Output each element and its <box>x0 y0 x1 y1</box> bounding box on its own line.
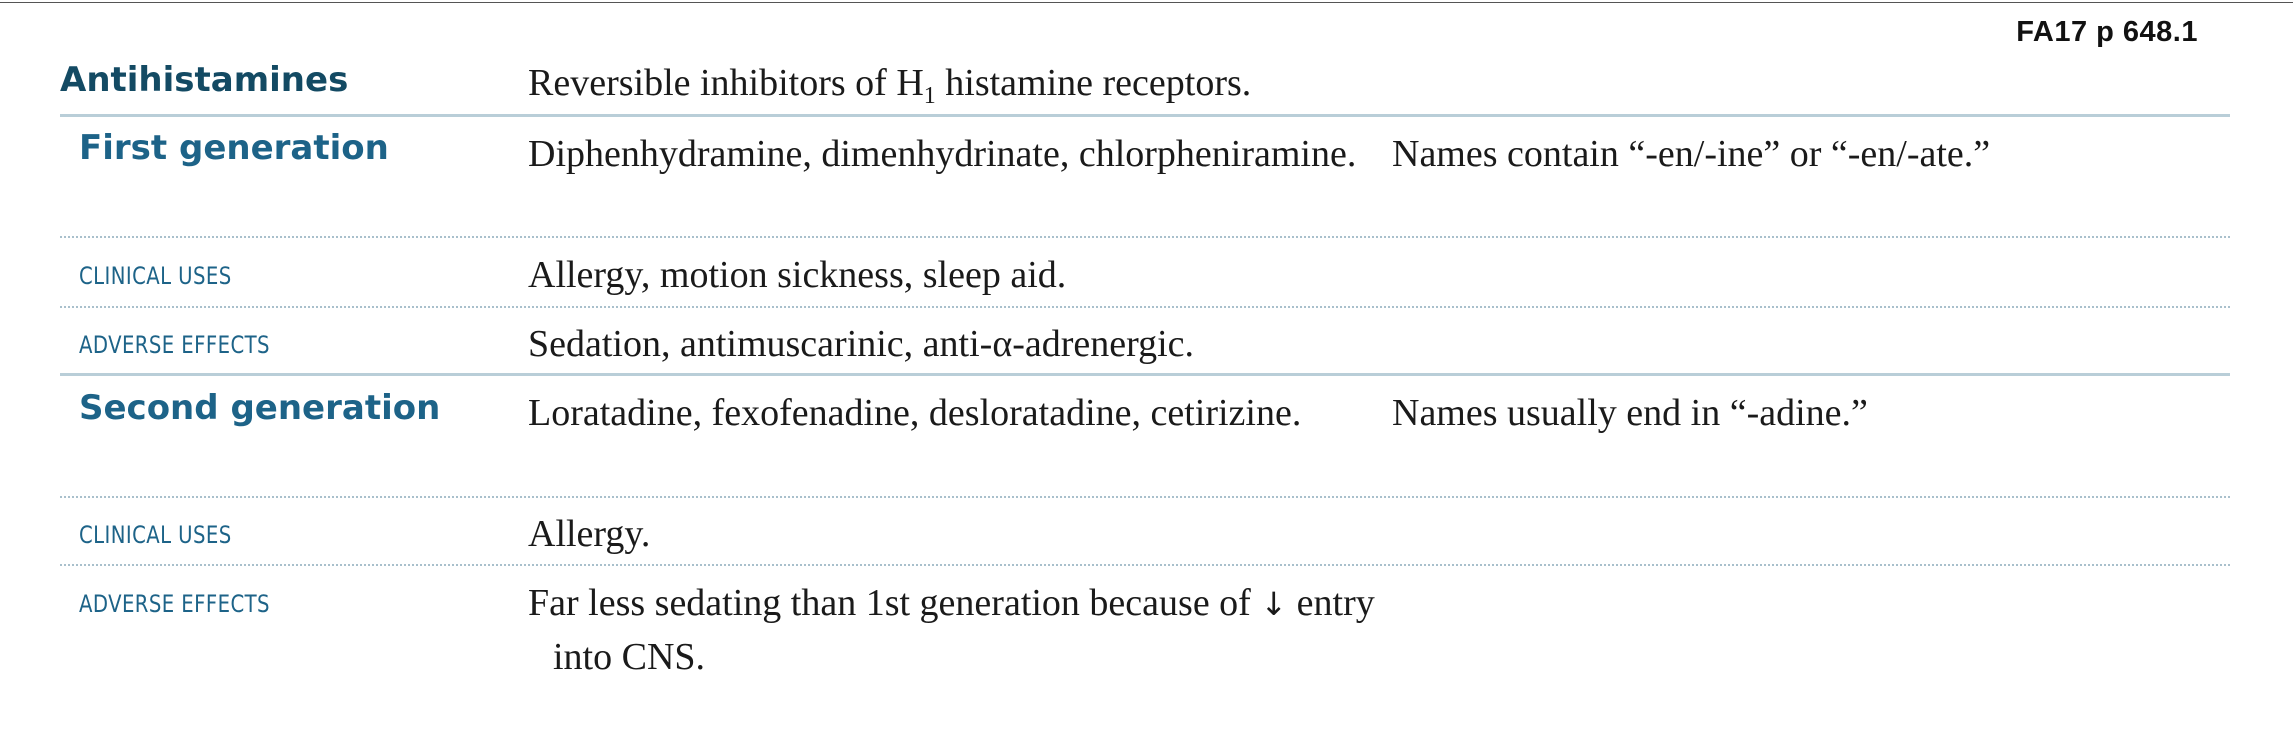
dotted-divider <box>60 236 2230 238</box>
adverse-effects-suffix: entry into CNS. <box>553 582 1375 678</box>
second-generation-drugs: Loratadine, fexofenadine, desloratadine, cetirizine. <box>528 392 1302 434</box>
page-top-rule <box>0 2 2293 3</box>
first-generation-note: Names contain “-en/-ine” or “-en/-ate.” <box>1392 133 1991 175</box>
receptor-subscript: 1 <box>923 83 936 109</box>
section-description <box>528 58 1251 108</box>
first-adverse-effects-label: ADVERSE EFFECTS <box>79 331 270 359</box>
second-adverse-effects-label: ADVERSE EFFECTS <box>79 590 270 618</box>
dotted-divider <box>60 306 2230 308</box>
page-reference: FA17 p 648.1 <box>2016 16 2198 48</box>
description-prefix: Reversible inhibitors of H <box>528 62 924 104</box>
description-suffix: histamine receptors. <box>935 62 1252 104</box>
solid-divider <box>60 373 2230 376</box>
first-adverse-effects: Sedation, antimuscarinic, anti-α-adrenergic. <box>528 323 1195 365</box>
second-clinical-uses: Allergy. <box>528 513 651 555</box>
section-heading: Antihistamines <box>60 60 349 100</box>
dotted-divider <box>60 564 2230 566</box>
first-clinical-uses-label: CLINICAL USES <box>79 262 232 290</box>
adverse-effects-prefix: Far less sedating than 1st generation because of <box>528 582 1261 624</box>
second-generation-title: Second generation <box>79 388 441 428</box>
second-generation-note: Names usually end in “-adine.” <box>1392 392 1868 434</box>
first-generation-title: First generation <box>79 128 389 168</box>
first-clinical-uses: Allergy, motion sickness, sleep aid. <box>528 254 1067 296</box>
dotted-divider <box>60 496 2230 498</box>
first-generation-drugs: Diphenhydramine, dimenhydrinate, chlorpheniramine. <box>528 133 1357 175</box>
solid-divider <box>60 114 2230 117</box>
second-clinical-uses-label: CLINICAL USES <box>79 521 232 549</box>
second-adverse-effects <box>528 577 1383 684</box>
down-arrow-icon: ↓ <box>1260 585 1288 623</box>
